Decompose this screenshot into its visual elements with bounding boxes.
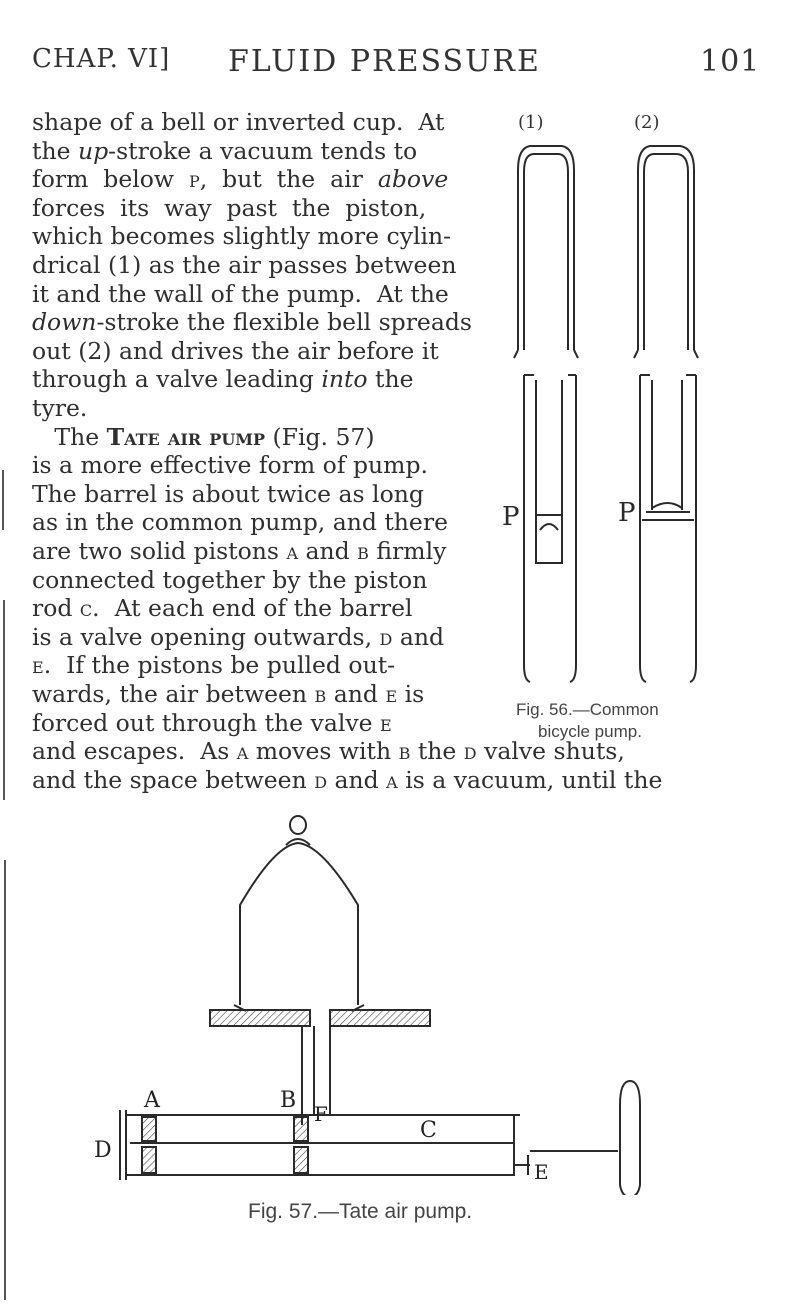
text-line: is a more effective form of pump.: [32, 451, 428, 480]
text-line: tyre.: [32, 394, 88, 422]
pump-1-barrel: [524, 375, 576, 682]
fig57-label-c: C: [420, 1118, 437, 1143]
text-line: as in the common pump, and there: [32, 508, 448, 537]
outlet-tube: [620, 1081, 640, 1195]
text-line: e. If the pistons be pulled out-: [32, 651, 396, 680]
handle-knob: [290, 816, 306, 834]
text-line: it and the wall of the pump. At the: [32, 279, 449, 308]
pump-handle: [240, 843, 358, 1005]
text-line: The barrel is about twice as long: [32, 479, 424, 508]
text-line: and escapes. As a moves with b the d valve shuts,: [32, 737, 625, 766]
fig56-caption-line1: Fig. 56.—Common: [516, 700, 659, 719]
text-line: drical (1) as the air passes between: [32, 251, 457, 279]
text-line: connected together by the piston: [32, 565, 428, 594]
text-line: wards, the air between b and e is: [32, 680, 425, 708]
margin-mark: [4, 860, 6, 1300]
text-line: are two solid pistons a and b firmly: [32, 537, 447, 565]
fig57-label-e: E: [534, 1160, 549, 1184]
page-number: 101: [700, 44, 761, 79]
tate-pump-diagram: [90, 815, 690, 1195]
fig57-label-b: B: [280, 1088, 297, 1113]
piston-b-lower: [294, 1147, 308, 1173]
figure-56: [500, 110, 790, 740]
fig57-caption: Fig. 57.—Tate air pump.: [248, 1200, 473, 1223]
text-line: which becomes slightly more cylin-: [32, 222, 452, 251]
margin-mark: [2, 470, 4, 530]
piston-1-cup: [536, 515, 562, 563]
text-line: shape of a bell or inverted cup. At: [32, 108, 445, 136]
piston-a-upper: [142, 1117, 156, 1141]
text-line: through a valve leading into the: [32, 365, 414, 394]
text-line: and the space between d and a is a vacuum, until the: [32, 765, 663, 794]
running-title: FLUID PRESSURE: [228, 44, 541, 79]
text-line: out (2) and drives the air before it: [32, 336, 439, 365]
fig56-label-1: (1): [518, 112, 544, 133]
upper-plate-left: [210, 1010, 310, 1026]
text-line: rod c. At each end of the barrel: [32, 594, 413, 623]
text-line: is a valve opening outwards, d and: [32, 622, 445, 651]
margin-mark: [3, 600, 5, 800]
text-line: form below p, but the air above: [32, 165, 449, 194]
fig57-label-f: F: [314, 1102, 328, 1126]
piston-a-lower: [142, 1147, 156, 1173]
piston-2-cup: [642, 503, 694, 520]
chapter-label: CHAP. VI]: [32, 44, 171, 74]
bicycle-pump-diagram: [500, 110, 790, 700]
fig57-label-d: D: [94, 1138, 112, 1163]
fig56-piston-label-1: P: [502, 502, 520, 532]
upper-plate-right: [330, 1010, 430, 1026]
piston-b-upper: [294, 1117, 308, 1141]
fig57-label-a: A: [144, 1088, 160, 1113]
text-line: down-stroke the flexible bell spreads: [32, 308, 472, 337]
valve-e: [514, 1155, 530, 1175]
text-line: forced out through the valve e: [32, 708, 392, 737]
text-line: forces its way past the piston,: [32, 193, 427, 222]
pump-2-barrel: [640, 375, 696, 682]
fig56-label-2: (2): [634, 112, 660, 133]
fig56-piston-label-2: P: [618, 498, 636, 528]
text-line: The Tate air pump (Fig. 57): [32, 422, 375, 451]
pump-1-tube: [518, 146, 574, 350]
fig56-caption-line2: bicycle pump.: [538, 722, 642, 741]
pump-2-tube: [638, 146, 694, 350]
figure-57: [90, 815, 690, 1225]
text-line: the up-stroke a vacuum tends to: [32, 136, 418, 165]
